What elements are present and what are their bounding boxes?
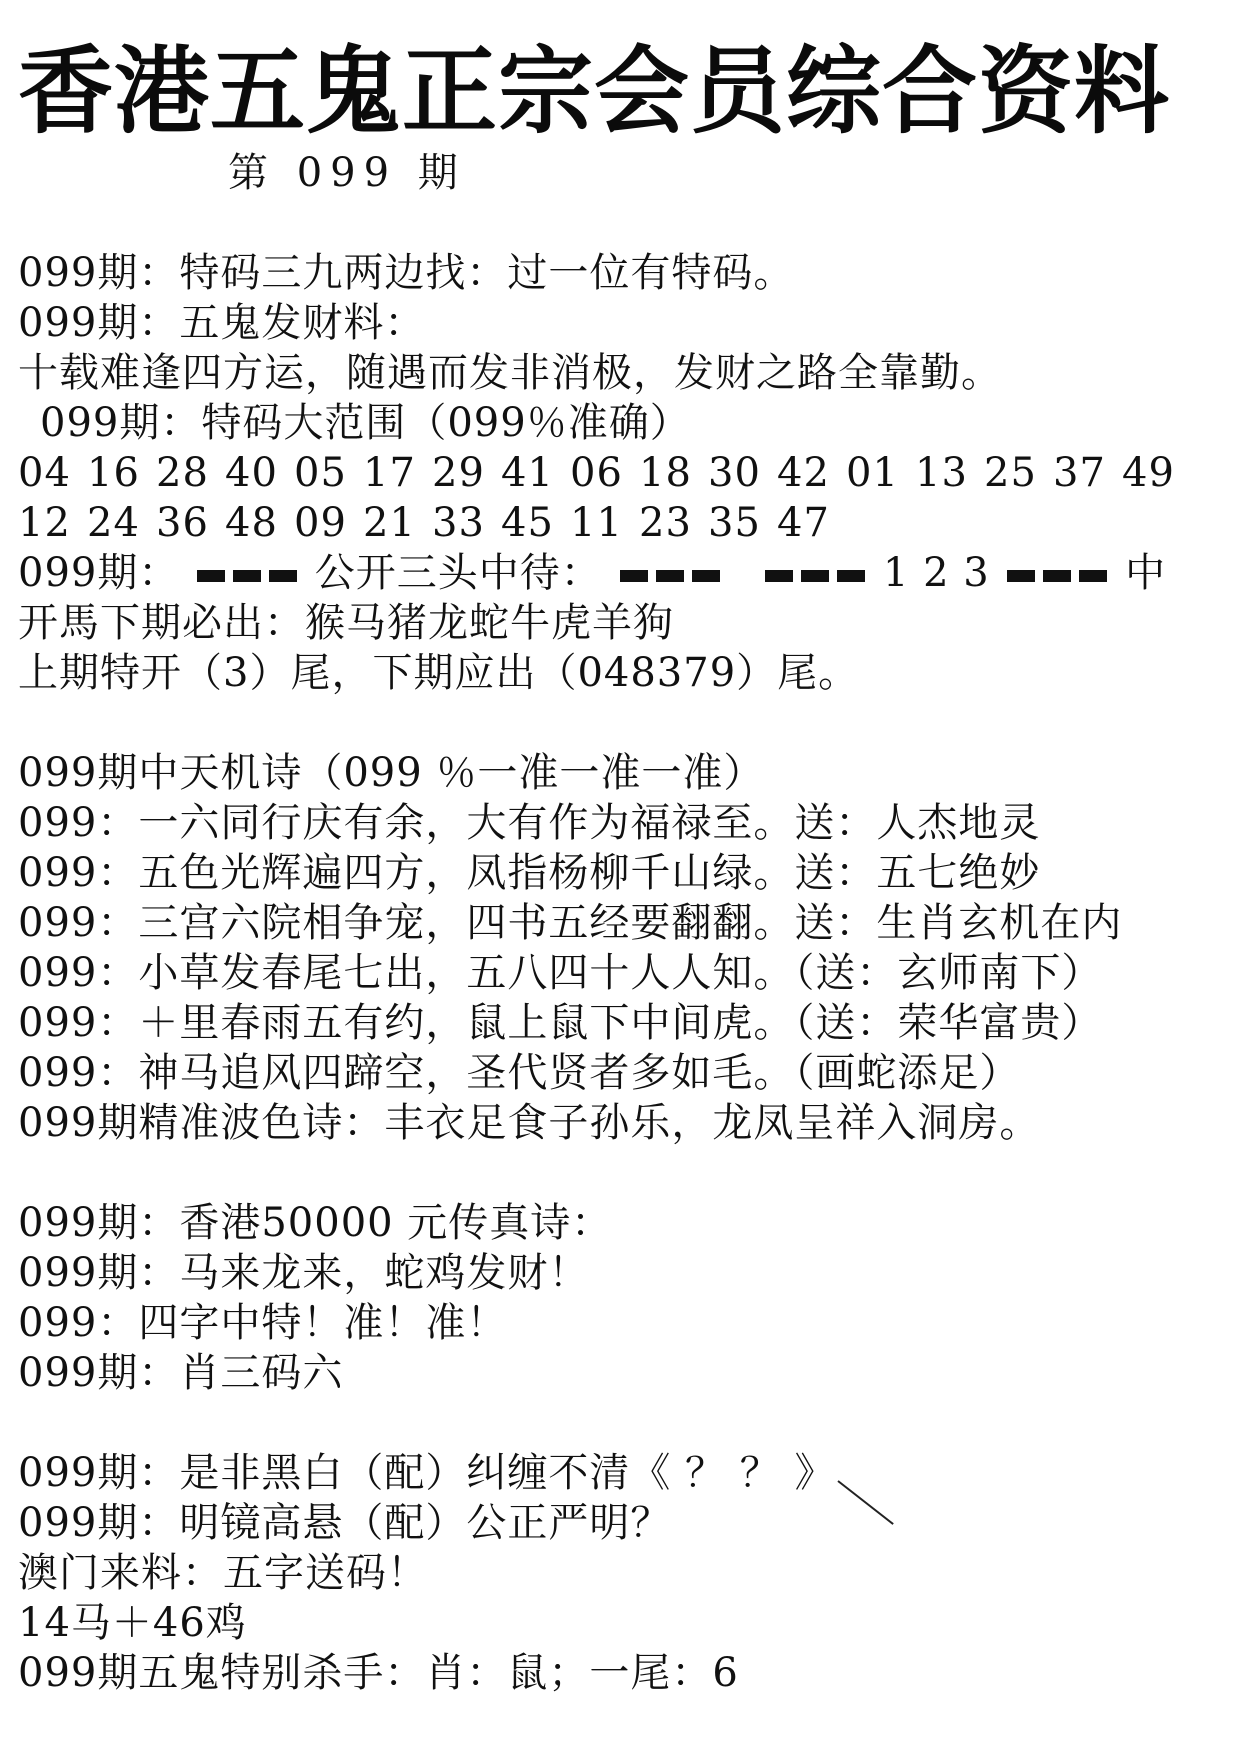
- redaction-bars: [1003, 548, 1111, 598]
- document-title: 香港五鬼正宗会员综合资料: [18, 37, 1171, 147]
- number-cell: 23: [639, 500, 692, 546]
- text-line: 上期特开（3）尾，下期应出（048379）尾。: [18, 650, 860, 696]
- line-prefix: 099期：: [18, 550, 180, 596]
- text-line: 开馬下期必出：猴马猪龙蛇牛虎羊狗: [18, 600, 674, 646]
- text-line: 099期：特码大范围（099％准确）: [40, 400, 691, 446]
- redaction-bar: [837, 570, 865, 582]
- head-digits: 1 2 3: [882, 550, 990, 596]
- number-cell: 05: [294, 450, 347, 496]
- text-line: 099：一六同行庆有余，大有作为福禄至。送：人杰地灵: [18, 800, 1041, 846]
- number-row: [18, 498, 1228, 548]
- text-line: 099期：肖三码六: [18, 1350, 344, 1396]
- text-line: 099期：五鬼发财料：: [18, 300, 426, 346]
- number-cell: 17: [363, 450, 416, 496]
- text-line: 099：五色光辉遍四方，凤指杨柳千山绿。送：五七绝妙: [18, 850, 1041, 896]
- text-line: 十载难逢四方运，随遇而发非消极，发财之路全靠勤。: [18, 350, 1002, 396]
- text-line: 099期：马来龙来，蛇鸡发财！: [18, 1250, 590, 1296]
- number-cell: 13: [915, 450, 968, 496]
- spacer: [18, 698, 1228, 748]
- redaction-bar: [801, 570, 829, 582]
- text-line: 099期：明镜高悬（配）公正严明？: [18, 1500, 672, 1546]
- text-line: 099期：香港50000 元传真诗：: [18, 1200, 613, 1246]
- number-cell: 49: [1122, 450, 1175, 496]
- number-cell: 06: [570, 450, 623, 496]
- issue-number: 第 099 期: [228, 150, 466, 196]
- three-heads-line: [18, 548, 1228, 598]
- number-cell: 36: [156, 500, 209, 546]
- number-cell: 45: [501, 500, 554, 546]
- number-cell: 47: [777, 500, 830, 546]
- text-line: 099期中天机诗（099 ％一准一准一准）: [18, 750, 765, 796]
- number-cell: 12: [18, 500, 71, 546]
- number-cell: 30: [708, 450, 761, 496]
- number-cell: 37: [1053, 450, 1106, 496]
- redaction-bar: [1079, 570, 1107, 582]
- redaction-bar: [692, 570, 720, 582]
- text-line: 099期五鬼特别杀手：肖：鼠；一尾：6: [18, 1650, 739, 1696]
- number-cell: 16: [87, 450, 140, 496]
- redaction-bar: [269, 570, 297, 582]
- spacer: [18, 1398, 1228, 1448]
- number-cell: 35: [708, 500, 761, 546]
- text-line: 099期精准波色诗：丰衣足食子孙乐，龙凤呈祥入洞房。: [18, 1100, 1041, 1146]
- line-suffix: 中: [1125, 550, 1167, 596]
- number-cell: 24: [87, 500, 140, 546]
- redaction-bars: [761, 548, 869, 598]
- number-cell: 29: [432, 450, 485, 496]
- text-line: 099期：是非黑白（配）纠缠不清《 ？ ？ 》: [18, 1450, 836, 1496]
- redaction-bar: [620, 570, 648, 582]
- redaction-bar: [1043, 570, 1071, 582]
- redaction-bar: [765, 570, 793, 582]
- line-middle: 公开三头中待：: [314, 550, 602, 596]
- number-cell: 21: [363, 500, 416, 546]
- text-line: 099期：特码三九两边找：过一位有特码。: [18, 250, 795, 296]
- text-line: 099：＋里春雨五有约，鼠上鼠下中间虎。（送：荣华富贵）: [18, 1000, 1103, 1046]
- number-cell: 11: [570, 500, 623, 546]
- number-cell: 09: [294, 500, 347, 546]
- number-cell: 18: [639, 450, 692, 496]
- redaction-bars: [616, 548, 724, 598]
- text-line: 099：四字中特！准！准！: [18, 1300, 508, 1346]
- text-line: 099：神马追风四蹄空，圣代贤者多如毛。（画蛇添足）: [18, 1050, 1021, 1096]
- redaction-bar: [233, 570, 261, 582]
- number-row: [18, 448, 1228, 498]
- text-line: 澳门来料：五字送码！: [18, 1550, 428, 1596]
- redaction-bar: [197, 570, 225, 582]
- redaction-bars: [193, 548, 301, 598]
- number-cell: 25: [984, 450, 1037, 496]
- number-cell: 04: [18, 450, 71, 496]
- text-line: 099：小草发春尾七出，五八四十人人知。（送：玄师南下）: [18, 950, 1103, 996]
- number-cell: 42: [777, 450, 830, 496]
- number-cell: 33: [432, 500, 485, 546]
- number-cell: 28: [156, 450, 209, 496]
- number-cell: 01: [846, 450, 899, 496]
- number-cell: 40: [225, 450, 278, 496]
- number-cell: 41: [501, 450, 554, 496]
- redaction-bar: [1007, 570, 1035, 582]
- redaction-bar: [656, 570, 684, 582]
- spacer: [18, 1148, 1228, 1198]
- text-line: 099：三宫六院相争宠，四书五经要翻翻。送：生肖玄机在内: [18, 900, 1123, 946]
- document-body: [18, 248, 1228, 1698]
- number-cell: 48: [225, 500, 278, 546]
- text-line: 14马＋46鸡: [18, 1600, 247, 1646]
